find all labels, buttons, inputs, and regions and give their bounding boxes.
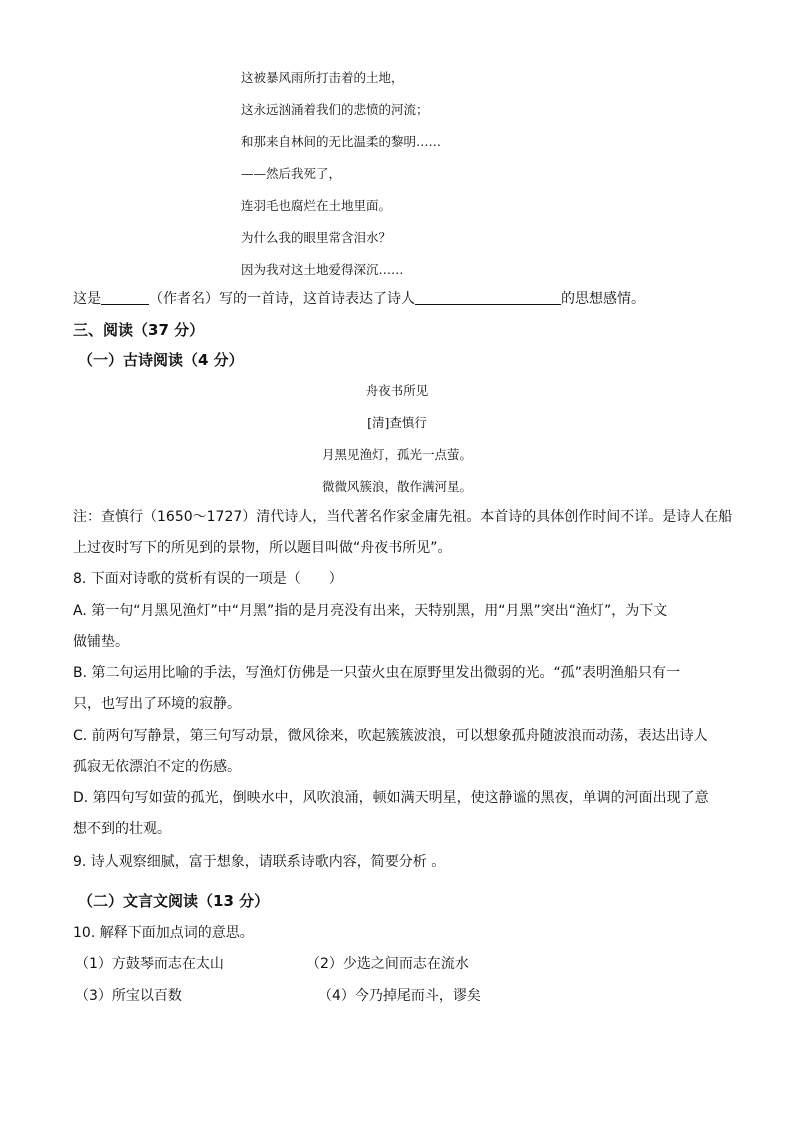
q8-option-c-line-2: 孤寂无依漂泊不定的伤感。 — [73, 759, 241, 775]
q8-option-b-line-1: B. 第二句运用比喻的手法，写渔灯仿佛是一只萤火虫在原野里发出微弱的光。“孤”表明渔船只有一 — [73, 665, 681, 681]
poem1-line-2: 这永远汹涌着我们的悲愤的河流； — [241, 102, 429, 117]
q8-stem: 8. 下面对诗歌的赏析有误的一项是（ ） — [73, 571, 343, 587]
fill-prefix: 这是 — [73, 291, 101, 307]
poem2-line-1: 月黑见渔灯，孤光一点萤。 — [321, 447, 472, 462]
poem1-line-6: 为什么我的眼里常含泪水？ — [241, 230, 392, 245]
poem1-line-4: ——然后我死了， — [241, 166, 342, 181]
q10-item-3: （3）所宝以百数 — [75, 988, 182, 1004]
poem1-line-7: 因为我对这土地爱得深沉…… — [241, 262, 404, 277]
poem1-line-3: 和那来自林间的无比温柔的黎明…… — [241, 134, 442, 149]
q8-option-d-line-1: D. 第四句写如萤的孤光，倒映水中，风吹浪涌，顿如满天明星，使这静谧的黑夜，单调的河面出现了意 — [73, 790, 709, 806]
q10-item-2: （2）少选之间而志在流水 — [306, 956, 469, 972]
q8-option-d-line-2: 想不到的壮观。 — [73, 821, 171, 837]
q10-item-1: （1）方鼓琴而志在太山 — [75, 956, 224, 972]
note-line-1: 注：查慎行（1650～1727）清代诗人，当代著名作家金庸先祖。本首诗的具体创作时间不详。是诗人在船 — [73, 509, 733, 525]
q8-option-b-line-2: 只，也写出了环境的寂静。 — [73, 696, 241, 712]
subsection-title-classical: （二）文言文阅读（13 分） — [78, 892, 270, 910]
poem2-author: [清]查慎行 — [367, 415, 427, 430]
poem2-line-2: 微微风簇浪，散作满河星。 — [321, 479, 472, 494]
subsection-title-poetry: （一）古诗阅读（4 分） — [78, 351, 244, 369]
q9-stem: 9. 诗人观察细腻，富于想象，请联系诗歌内容，简要分析 。 — [73, 854, 446, 870]
fill-question — [73, 288, 645, 308]
note-line-2: 上过夜时写下的所见到的景物，所以题目叫做“舟夜书所见”。 — [73, 540, 452, 556]
section-title: 三、阅读（37 分） — [73, 321, 205, 339]
author-blank[interactable] — [101, 290, 149, 305]
poem1-line-1: 这被暴风雨所打击着的土地， — [241, 70, 404, 85]
poem1-line-5: 连羽毛也腐烂在土地里面。 — [241, 198, 392, 213]
q8-option-a-line-2: 做铺垫。 — [73, 634, 129, 650]
q10-item-4: （4）今乃掉尾而斗，谬矣 — [318, 988, 481, 1004]
emotion-blank[interactable] — [415, 290, 561, 305]
q8-option-c-line-1: C. 前两句写静景，第三句写动景，微风徐来，吹起簇簇波浪，可以想象孤舟随波浪而动荡，表达出诗人 — [73, 728, 708, 744]
q10-stem: 10. 解释下面加点词的意思。 — [73, 925, 254, 941]
poem2-title: 舟夜书所见 — [365, 383, 429, 398]
q8-option-a-line-1: A. 第一句“月黑见渔灯”中“月黑”指的是月亮没有出来，天特别黑，用“月黑”突出“渔灯”，为下文 — [73, 603, 668, 619]
fill-suffix: 的思想感情。 — [561, 291, 645, 307]
fill-middle: （作者名）写的一首诗，这首诗表达了诗人 — [149, 291, 415, 307]
